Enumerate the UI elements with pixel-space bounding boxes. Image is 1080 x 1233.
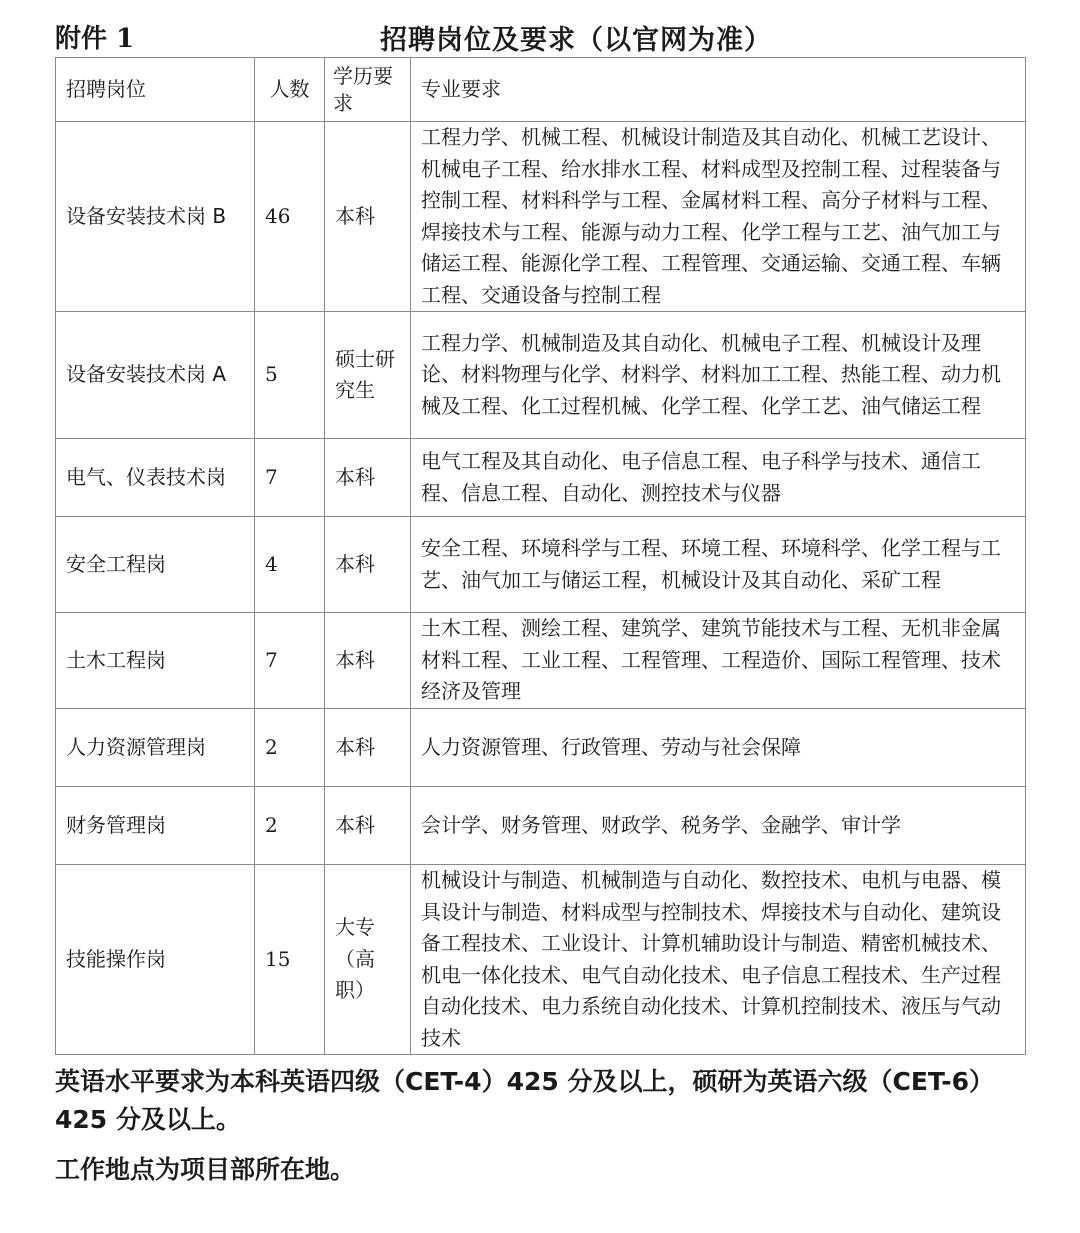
- education-cell: 本科: [325, 517, 411, 613]
- position-cell: 安全工程岗: [56, 517, 255, 613]
- majors-cell: 会计学、财务管理、财政学、税务学、金融学、审计学: [411, 787, 1026, 865]
- work-location-note: 工作地点为项目部所在地。: [55, 1155, 356, 1184]
- notes-section: [55, 1063, 1035, 1189]
- education-cell: 本科: [325, 613, 411, 709]
- table-row: [56, 865, 1026, 1055]
- header-count: 人数: [255, 58, 325, 122]
- education-cell: 本科: [325, 787, 411, 865]
- table-row: [56, 312, 1026, 439]
- header-education: 学历要求: [325, 58, 411, 122]
- majors-cell: 工程力学、机械制造及其自动化、机械电子工程、机械设计及理论、材料物理与化学、材料学、材料加工工程、热能工程、动力机械及工程、化工过程机械、化学工程、化学工艺、油气储运工程: [411, 312, 1026, 439]
- table-header-row: [56, 58, 1026, 122]
- majors-cell: 安全工程、环境科学与工程、环境工程、环境科学、化学工程与工艺、油气加工与储运工程，机械设计及其自动化、采矿工程: [411, 517, 1026, 613]
- table-row: [56, 122, 1026, 312]
- count-cell: 46: [255, 122, 325, 312]
- header-majors: 专业要求: [411, 58, 1026, 122]
- table-row: [56, 517, 1026, 613]
- english-requirement-note: 英语水平要求为本科英语四级（CET-4）425 分及以上，硕研为英语六级（CET-6）425 分及以上。: [55, 1067, 995, 1134]
- position-cell: 技能操作岗: [56, 865, 255, 1055]
- position-cell: 设备安装技术岗 A: [56, 312, 255, 439]
- position-cell: 电气、仪表技术岗: [56, 439, 255, 517]
- education-cell: 本科: [325, 709, 411, 787]
- table-row: [56, 439, 1026, 517]
- table-row: [56, 709, 1026, 787]
- education-cell: 大专（高职）: [325, 865, 411, 1055]
- majors-cell: 土木工程、测绘工程、建筑学、建筑节能技术与工程、无机非金属材料工程、工业工程、工程管理、工程造价、国际工程管理、技术经济及管理: [411, 613, 1026, 709]
- position-cell: 设备安装技术岗 B: [56, 122, 255, 312]
- count-cell: 7: [255, 613, 325, 709]
- count-cell: 4: [255, 517, 325, 613]
- education-cell: 硕士研究生: [325, 312, 411, 439]
- position-cell: 财务管理岗: [56, 787, 255, 865]
- document-title: 招聘岗位及要求（以官网为准）: [380, 25, 772, 56]
- majors-cell: 人力资源管理、行政管理、劳动与社会保障: [411, 709, 1026, 787]
- table-row: [56, 613, 1026, 709]
- education-cell: 本科: [325, 122, 411, 312]
- position-cell: 人力资源管理岗: [56, 709, 255, 787]
- majors-cell: 电气工程及其自动化、电子信息工程、电子科学与技术、通信工程、信息工程、自动化、测控技术与仪器: [411, 439, 1026, 517]
- majors-cell: 工程力学、机械工程、机械设计制造及其自动化、机械工艺设计、机械电子工程、给水排水工程、材料成型及控制工程、过程装备与控制工程、材料科学与工程、金属材料工程、高分子材料与工程、焊接技术与工程、能源与动力工程、化学工程与工艺、油气加工与储运工程、能源化学工程、工程管理、交通运输、交通工程、车辆工程、交通设备与控制工程: [411, 122, 1026, 312]
- majors-cell: 机械设计与制造、机械制造与自动化、数控技术、电机与电器、模具设计与制造、材料成型与控制技术、焊接技术与自动化、建筑设备工程技术、工业设计、计算机辅助设计与制造、精密机械技术、机电一体化技术、电气自动化技术、电子信息工程技术、生产过程自动化技术、电力系统自动化技术、计算机控制技术、液压与气动技术: [411, 865, 1026, 1055]
- document-header: [55, 14, 1025, 54]
- table-row: [56, 787, 1026, 865]
- count-cell: 2: [255, 709, 325, 787]
- count-cell: 5: [255, 312, 325, 439]
- recruitment-table: [55, 57, 1026, 1055]
- count-cell: 7: [255, 439, 325, 517]
- position-cell: 土木工程岗: [56, 613, 255, 709]
- education-cell: 本科: [325, 439, 411, 517]
- header-position: 招聘岗位: [56, 58, 255, 122]
- count-cell: 2: [255, 787, 325, 865]
- count-cell: 15: [255, 865, 325, 1055]
- attachment-label: 附件 1: [55, 24, 135, 54]
